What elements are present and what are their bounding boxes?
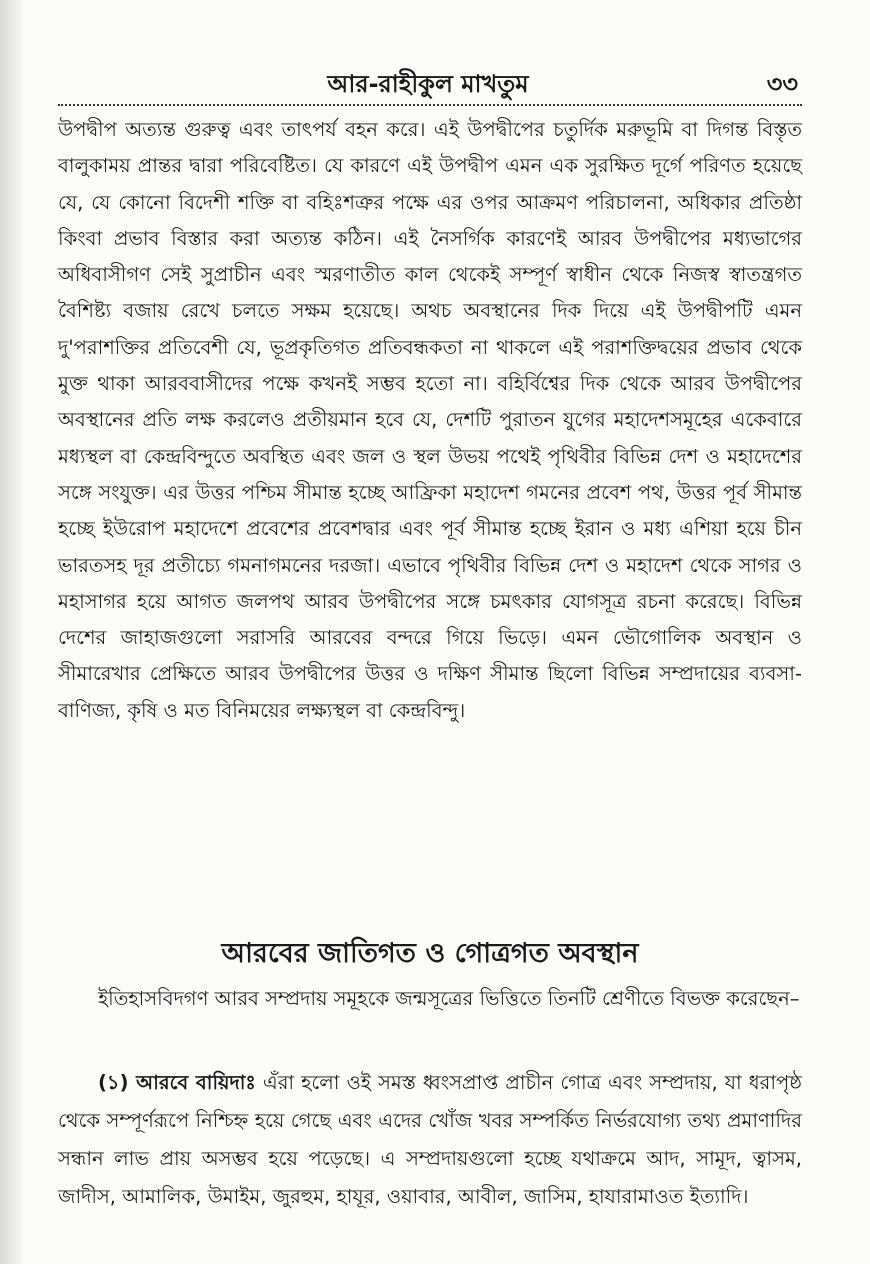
list-item-arab-baida — [58, 1064, 802, 1216]
list-item-text: এঁরা হলো ওই সমস্ত ধ্বংসপ্রাপ্ত প্রাচীন গোত্র এবং সম্প্রদায়, যা ধরাপৃষ্ঠ থেকে সম্পূর্ণরূপে নিশ্চিহ্ন হয়ে গেছে এবং এদের খোঁজ খবর সম্পর্কিত নির্ভরযোগ্য তথ্য প্রমাণাদির সন্ধান লাভ প্রায় অসম্ভব হয়ে পড়েছে। এ সম্প্রদায়গুলো হচ্ছে যথাক্রমে আদ, সামূদ, ত্বাসম, জাদীস, আমালিক, উমাইম, জুরহুম, হাযূর, ওয়াবার, আবীল, জাসিম, হাযারামাওত ইত্যাদি। — [58, 1071, 802, 1208]
paragraph-geography: উপদ্বীপ অত্যন্ত গুরুত্ব এবং তাৎপর্য বহন করে। এই উপদ্বীপের চতুর্দিক মরুভূমি বা দিগন্ত বিস্তৃত বালুকাময় প্রান্তর দ্বারা পরিবেষ্টিত। যে কারণে এই উপদ্বীপ এমন এক সুরক্ষিত দূর্গে পরিণত হয়েছে যে, যে কোনো বিদেশী শক্তি বা বহিঃশত্রুর পক্ষে এর ওপর আক্রমণ পরিচালনা, অধিকার প্রতিষ্ঠা কিংবা প্রভাব বিস্তার করা অত্যন্ত কঠিন। এই নৈসর্গিক কারণেই আরব উপদ্বীপের মধ্যভাগের অধিবাসীগণ সেই সুপ্রাচীন এবং স্মরণাতীত কাল থেকেই সম্পূর্ণ স্বাধীন থেকে নিজস্ব স্বাতন্ত্রগত বৈশিষ্ট্য বজায় রেখে চলতে সক্ষম হয়েছে। অথচ অবস্থানের দিক দিয়ে এই উপদ্বীপটি এমন দু'পরাশক্তির প্রতিবেশী যে, ভূপ্রকৃতিগত প্রতিবন্ধকতা না থাকলে এই পরাশক্তিদ্বয়ের প্রভাব থেকে মুক্ত থাকা আরববাসীদের পক্ষে কখনই সম্ভব হতো না। বহির্বিশ্বের দিক থেকে আরব উপদ্বীপের অবস্থানের প্রতি লক্ষ করলেও প্রতীয়মান হবে যে, দেশটি পুরাতন যুগের মহাদেশসমূহের একেবারে মধ্যস্থল বা কেন্দ্রবিন্দুতে অবস্থিত এবং জল ও স্থল উভয় পথেই পৃথিবীর বিভিন্ন দেশ ও মহাদেশের সঙ্গে সংযুক্ত। এর উত্তর পশ্চিম সীমান্ত হচ্ছে আফ্রিকা মহাদেশ গমনের প্রবেশ পথ, উত্তর পূর্ব সীমান্ত হচ্ছে ইউরোপ মহাদেশে প্রবেশের প্রবেশদ্বার এবং পূর্ব সীমান্ত হচ্ছে ইরান ও মধ্য এশিয়া হয়ে চীন ভারতসহ দূর প্রতীচ্যে গমনাগমনের দরজা। এভাবে পৃথিবীর বিভিন্ন দেশ ও মহাদেশ থেকে সাগর ও মহাসাগর হয়ে আগত জলপথ আরব উপদ্বীপের সঙ্গে চমৎকার যোগসূত্র রচনা করেছে। বিভিন্ন দেশের জাহাজগুলো সরাসরি আরবের বন্দরে গিয়ে ভিড়ে। এমন ভৌগোলিক অবস্থান ও সীমারেখার প্রেক্ষিতে আরব উপদ্বীপের উত্তর ও দক্ষিণ সীমান্ত ছিলো বিভিন্ন সম্প্রদায়ের ব্যবসা-বাণিজ্য, কৃষি ও মত বিনিময়ের লক্ষ্যস্থল বা কেন্দ্রবিন্দু। — [58, 118, 802, 722]
section-intro-text: ইতিহাসবিদগণ আরব সম্প্রদায় সমূহকে জন্মসূত্রের ভিত্তিতে তিনটি শ্রেণীতে বিভক্ত করেছেন– — [98, 987, 800, 1010]
section-intro — [58, 980, 802, 1018]
running-header — [58, 68, 798, 106]
section-heading: আরবের জাতিগত ও গোত্রগত অবস্থান — [221, 938, 639, 969]
page-number: ৩৩ — [766, 70, 798, 98]
page-gutter-shadow — [0, 0, 22, 1264]
header-divider — [58, 104, 802, 106]
list-item-lead: (১) আরবে বায়িদাঃ — [98, 1071, 256, 1094]
list-item-paragraph — [58, 1064, 802, 1216]
body-text — [58, 112, 802, 729]
running-header-title: আর-রাহীকুল মাখতুম — [327, 70, 529, 98]
